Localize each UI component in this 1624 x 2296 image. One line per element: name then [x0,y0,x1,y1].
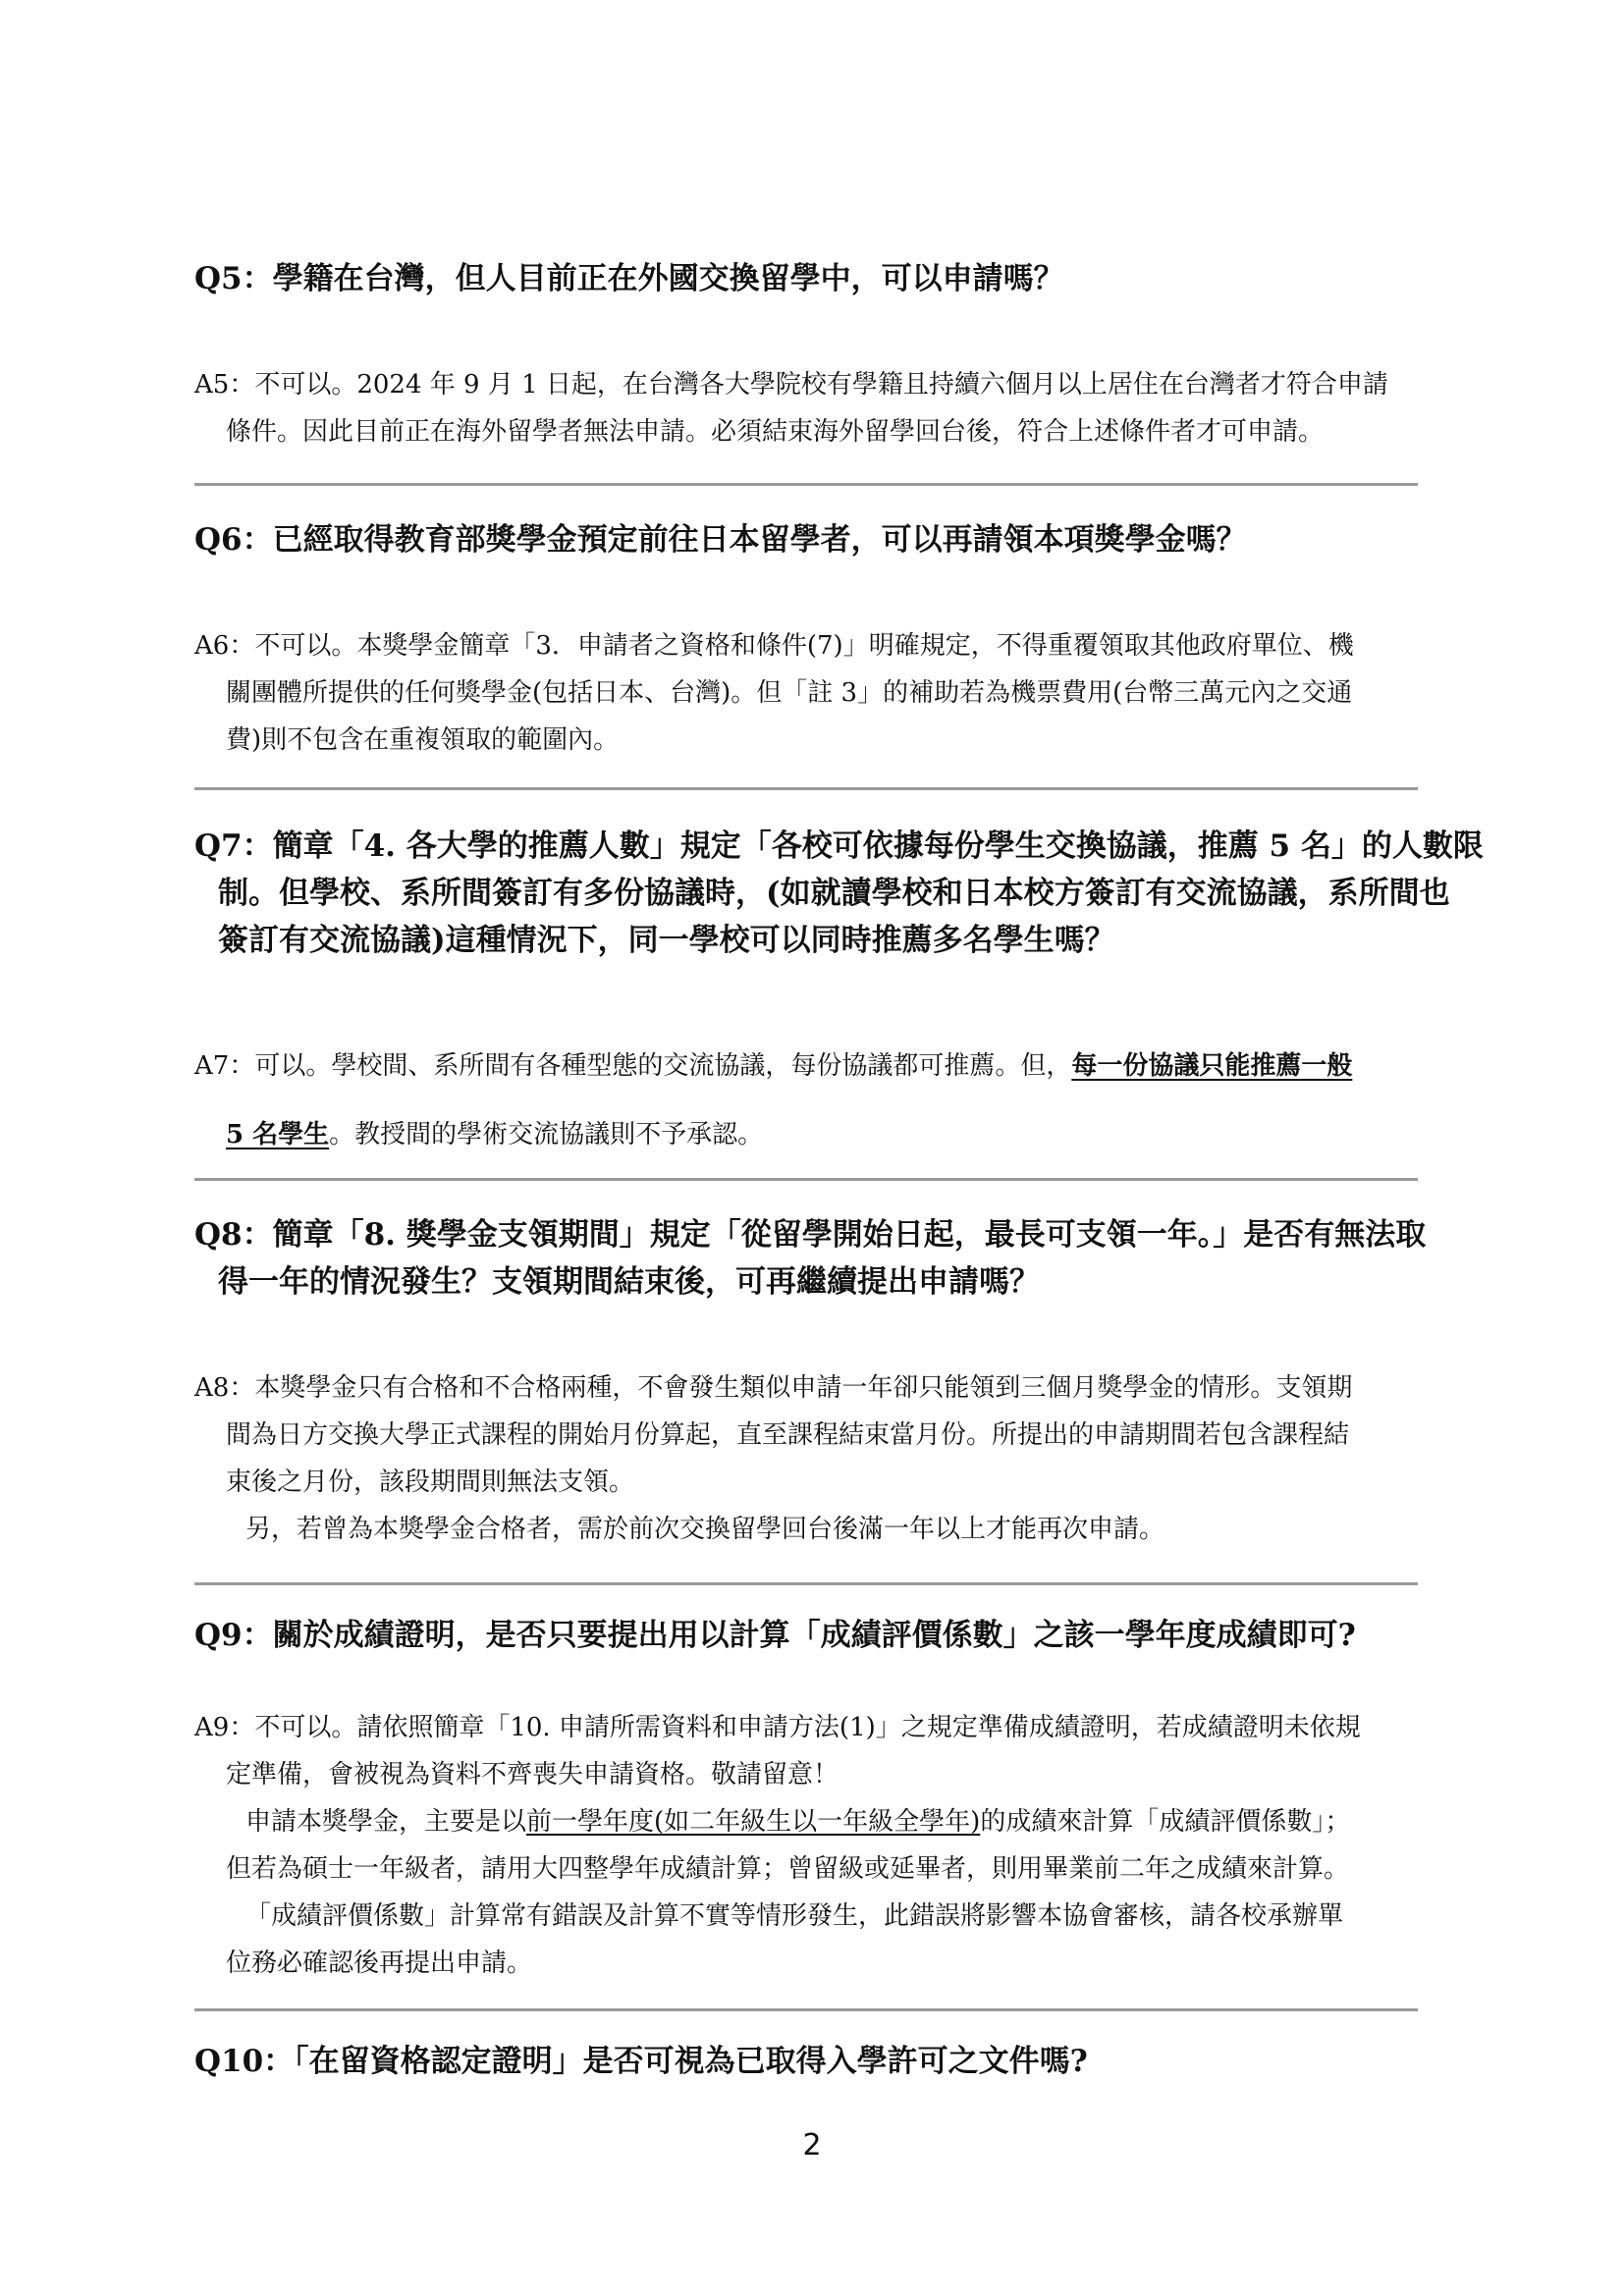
answer-a5-line2: 條件。因此目前正在海外留學者無法申請。必須結束海外留學回台後，符合上述條件者才可申請。 [226,417,1325,447]
answer-a7 [194,1042,1451,1090]
answer-a7-line2 [194,1111,1451,1158]
answer-a9-line4: 但若為碩士一年級者，請用大四整學年成績計算；曾留級或延畢者，則用畢業前二年之成績來計算。 [226,1854,1350,1884]
answer-a8-line4: 另，若曾為本獎學金合格者，需於前次交換留學回台後滿一年以上才能再次申請。 [245,1515,1165,1544]
answer-a7-line2-text: 。教授間的學術交流協議則不予承認。 [329,1120,764,1149]
answer-a9-line5: 「成績評價係數」計算常有錯誤及計算不實等情形發生，此錯誤將影響本協會審核，請各校承辦單 [245,1901,1344,1931]
answer-a9-emphasis: 前一學年度(如二年級生以一年級全學年) [526,1807,981,1837]
question-q5 [194,255,1451,302]
answer-a7-emphasis-2: 5 名學生 [226,1120,330,1149]
divider [194,787,1418,790]
answer-a9 [194,1704,1451,1987]
answer-a9-line3 [194,1798,1451,1845]
answer-a6-line2: 關團體所提供的任何獎學金(包括日本、台灣)。但「註 3」的補助若為機票費用(台幣三萬元內之交通 [226,678,1353,708]
question-q9 [194,1612,1451,1659]
answer-a9-line3-end: 的成績來計算「成績評價係數」； [980,1807,1351,1837]
question-q8-line1: Q8：簡章「8. 獎學金支領期間」規定「從留學開始日起，最長可支領一年。」是否有無法取 [194,1217,1427,1253]
question-q7-line3: 簽訂有交流協議)這種情況下，同一學校可以同時推薦多名學生嗎？ [218,923,1115,958]
answer-a8-line3: 束後之月份，該段期間則無法支領。 [226,1468,635,1497]
question-q7-line1: Q7：簡章「4. 各大學的推薦人數」規定「各校可依據每份學生交換協議，推薦 5 名」的人數限 [194,828,1484,864]
answer-a5-line1: A5：不可以。2024 年 9 月 1 日起，在台灣各大學院校有學籍且持續六個月以上居住在台灣者才符合申請 [194,370,1388,400]
answer-a9-line1: A9：不可以。請依照簡章「10. 申請所需資料和申請方法(1)」之規定準備成績證明，若成績證明未依規 [194,1713,1361,1742]
answer-a7-cont [194,1111,1451,1158]
answer-a8 [194,1364,1451,1553]
answer-a8-line2: 間為日方交換大學正式課程的開始月份算起，直至課程結束當月份。所提出的申請期間若包含課程結 [226,1420,1350,1450]
divider [194,483,1418,486]
question-q6-text: Q6：已經取得教育部獎學金預定前往日本留學者，可以再請領本項獎學金嗎？ [194,522,1247,558]
question-q8 [194,1211,1451,1306]
page-number: 2 [802,2128,822,2163]
answer-a6-line3: 費)則不包含在重複領取的範圍內。 [226,725,620,755]
answer-a5 [194,361,1451,455]
answer-a7-line1 [194,1051,1352,1081]
question-q6 [194,516,1451,563]
question-q8-line2: 得一年的情況發生？支領期間結束後，可再繼續提出申請嗎？ [218,1264,1040,1300]
answer-a7-emphasis: 每一份協議只能推薦一般 [1071,1051,1353,1081]
divider [194,1582,1418,1585]
question-q7 [194,823,1484,964]
answer-a9-line2: 定準備，會被視為資料不齊喪失申請資格。敬請留意！ [226,1760,839,1789]
question-q9-text: Q9：關於成績證明，是否只要提出用以計算「成績評價係數」之該一學年度成績即可? [194,1618,1356,1653]
answer-a9-line3-text: 申請本獎學金，主要是以 [245,1807,527,1837]
question-q5-text: Q5：學籍在台灣，但人目前正在外國交換留學中，可以申請嗎？ [194,261,1064,296]
divider [194,1178,1418,1181]
answer-a6-line1: A6：不可以。本獎學金簡章「3．申請者之資格和條件(7)」明確規定，不得重覆領取其他政府單位、機 [194,631,1354,661]
answer-a9-line6: 位務必確認後再提出申請。 [226,1949,533,1978]
answer-a6 [194,622,1451,764]
answer-a8-line1: A8：本獎學金只有合格和不合格兩種，不會發生類似申請一年卻只能領到三個月獎學金的情形。支領期 [194,1373,1353,1403]
question-q10-text: Q10：「在留資格認定證明」是否可視為已取得入學許可之文件嗎? [194,2044,1088,2079]
answer-a7-line1-text: A7：可以。學校間、系所間有各種型態的交流協議，每份協議都可推薦。但， [194,1051,1072,1081]
divider [194,2008,1418,2011]
question-q7-line2: 制。但學校、系所間簽訂有多份協議時，(如就讀學校和日本校方簽訂有交流協議，系所間也 [218,876,1450,911]
question-q10 [194,2038,1451,2085]
